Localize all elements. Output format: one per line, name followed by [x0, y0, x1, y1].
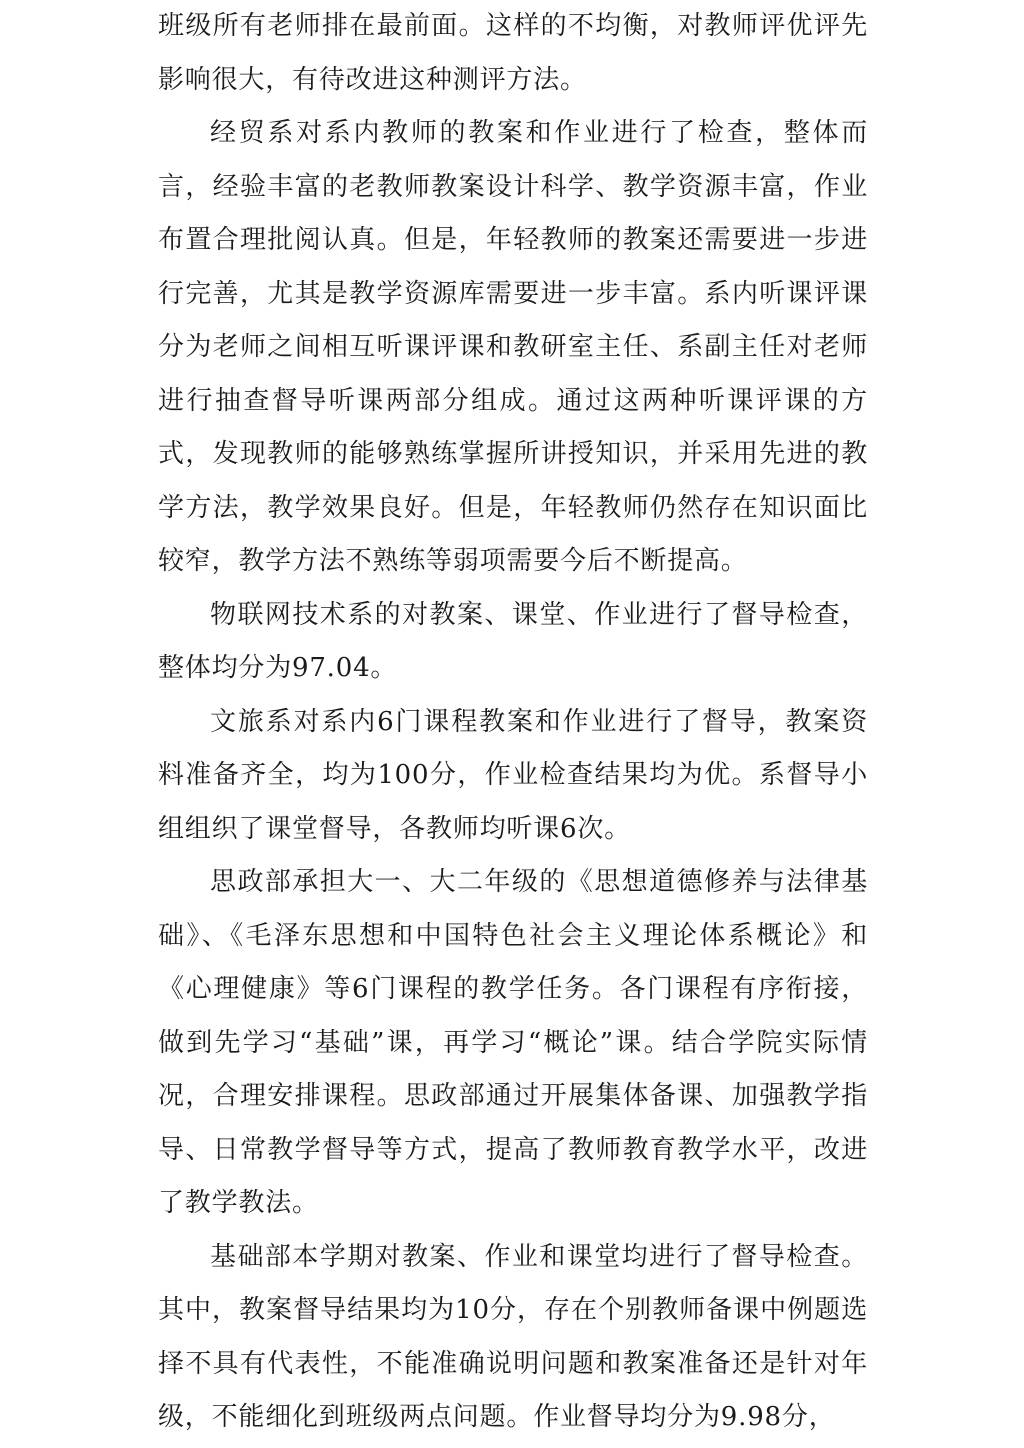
paragraph-culture-tourism-dept: 文旅系对系内6门课程教案和作业进行了督导，教案资料准备齐全，均为100分，作业检查结果均为优。系督导小组组织了课堂督导，各教师均听课6次。: [158, 706, 868, 844]
paragraph-evaluation-imbalance: 班级所有老师排在最前面。这样的不均衡，对教师评优评先影响很大，有待改进这种测评方法。: [158, 11, 868, 95]
paragraph-foundation-dept: 基础部本学期对教案、作业和课堂均进行了督导检查。其中，教案督导结果均为10分，存在个别教师备课中例题选择不具有代表性，不能准确说明问题和教案准备还是针对年级，不能细化到班级两点问题。作业督导均分为9.98分，: [158, 1241, 868, 1432]
paragraph-iot-dept: 物联网技术系的对教案、课堂、作业进行了督导检查，整体均分为97.04。: [158, 599, 868, 683]
paragraph-economics-trade-dept: 经贸系对系内教师的教案和作业进行了检查，整体而言，经验丰富的老教师教案设计科学、教学资源丰富，作业布置合理批阅认真。但是，年轻教师的教案还需要进一步进行完善，尤其是教学资源库需要进一步丰富。系内听课评课分为老师之间相互听课评课和教研室主任、系副主任对老师进行抽查督导听课两部分组成。通过这两种听课评课的方式，发现教师的能够熟练掌握所讲授知识，并采用先进的教学方法，教学效果良好。但是，年轻教师仍然存在知识面比较窄，教学方法不熟练等弱项需要今后不断提高。: [158, 118, 868, 576]
document-page: [158, 0, 868, 1445]
paragraph-ideology-politics-dept: 思政部承担大一、大二年级的《思想道德修养与法律基础》、《毛泽东思想和中国特色社会主义理论体系概论》和《心理健康》等6门课程的教学任务。各门课程有序衔接，做到先学习“基础”课，再学习“概论”课。结合学院实际情况，合理安排课程。思政部通过开展集体备课、加强教学指导、日常教学督导等方式，提高了教师教育教学水平，改进了教学教法。: [158, 867, 868, 1218]
